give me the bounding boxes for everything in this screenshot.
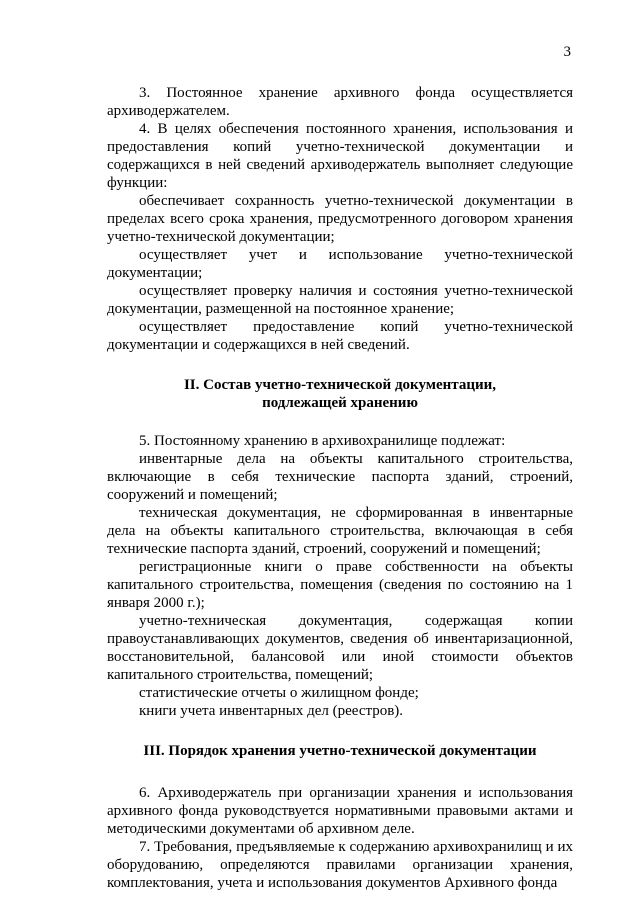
- section-2-title-line-1: II. Состав учетно-технической документации,: [183, 377, 497, 393]
- function-item-4: осуществляет предоставление копий учетно-технической документации и содержащихся в ней сведений.: [107, 319, 573, 353]
- paragraph-5: 5. Постоянному хранению в архивохранилище подлежат:: [139, 433, 506, 449]
- storage-item-6: книги учета инвентарных дел (реестров).: [139, 703, 404, 719]
- paragraph-6: 6. Архиводержатель при организации хранения и использования архивного фонда руководствуется нормативными правовыми актами и методическими документами об архивном деле.: [107, 785, 573, 837]
- function-item-3: осуществляет проверку наличия и состояния учетно-технической документации, размещенной на постоянное хранение;: [107, 283, 573, 317]
- document-body: [107, 84, 573, 892]
- section-2-title-line-2: подлежащей хранению: [262, 395, 418, 411]
- function-item-2: осуществляет учет и использование учетно-технической документации;: [107, 247, 573, 281]
- function-item-1: обеспечивает сохранность учетно-технической документации в пределах всего срока хранения, предусмотренного договором хранения учетно-технической документации;: [107, 193, 573, 245]
- section-3-heading: [107, 742, 573, 760]
- paragraph-4: 4. В целях обеспечения постоянного хранения, использования и предоставления копий учетно-технической документации и содержащихся в ней сведений архиводержатель выполняет следующие функции:: [107, 121, 573, 191]
- section-2-heading: [107, 376, 573, 412]
- page-number: 3: [563, 44, 571, 60]
- section-3-title: III. Порядок хранения учетно-технической документации: [143, 743, 537, 759]
- storage-item-3: регистрационные книги о праве собственности на объекты капитального строительства, помещения (сведения по состоянию на 1 января 2000 г.);: [107, 559, 573, 611]
- storage-item-5: статистические отчеты о жилищном фонде;: [139, 685, 419, 701]
- paragraph-7: 7. Требования, предъявляемые к содержанию архивохранилищ и их оборудованию, определяются правилами организации хранения, комплектования, учета и использования документов Архивного фонда: [107, 839, 573, 891]
- paragraph-3: 3. Постоянное хранение архивного фонда осуществляется архиводержателем.: [107, 85, 573, 119]
- storage-item-1: инвентарные дела на объекты капитального строительства, включающие в себя технические паспорта зданий, строений, сооружений и помещений;: [107, 451, 573, 503]
- storage-item-2: техническая документация, не сформированная в инвентарные дела на объекты капитального строительства, включающая в себя технические паспорта зданий, строений, сооружений и помещений;: [107, 505, 573, 557]
- storage-item-4: учетно-техническая документация, содержащая копии правоустанавливающих документов, сведения об инвентаризационной, восстановительной, балансовой или иной стоимости объектов капитального строительства, помещений;: [107, 613, 573, 683]
